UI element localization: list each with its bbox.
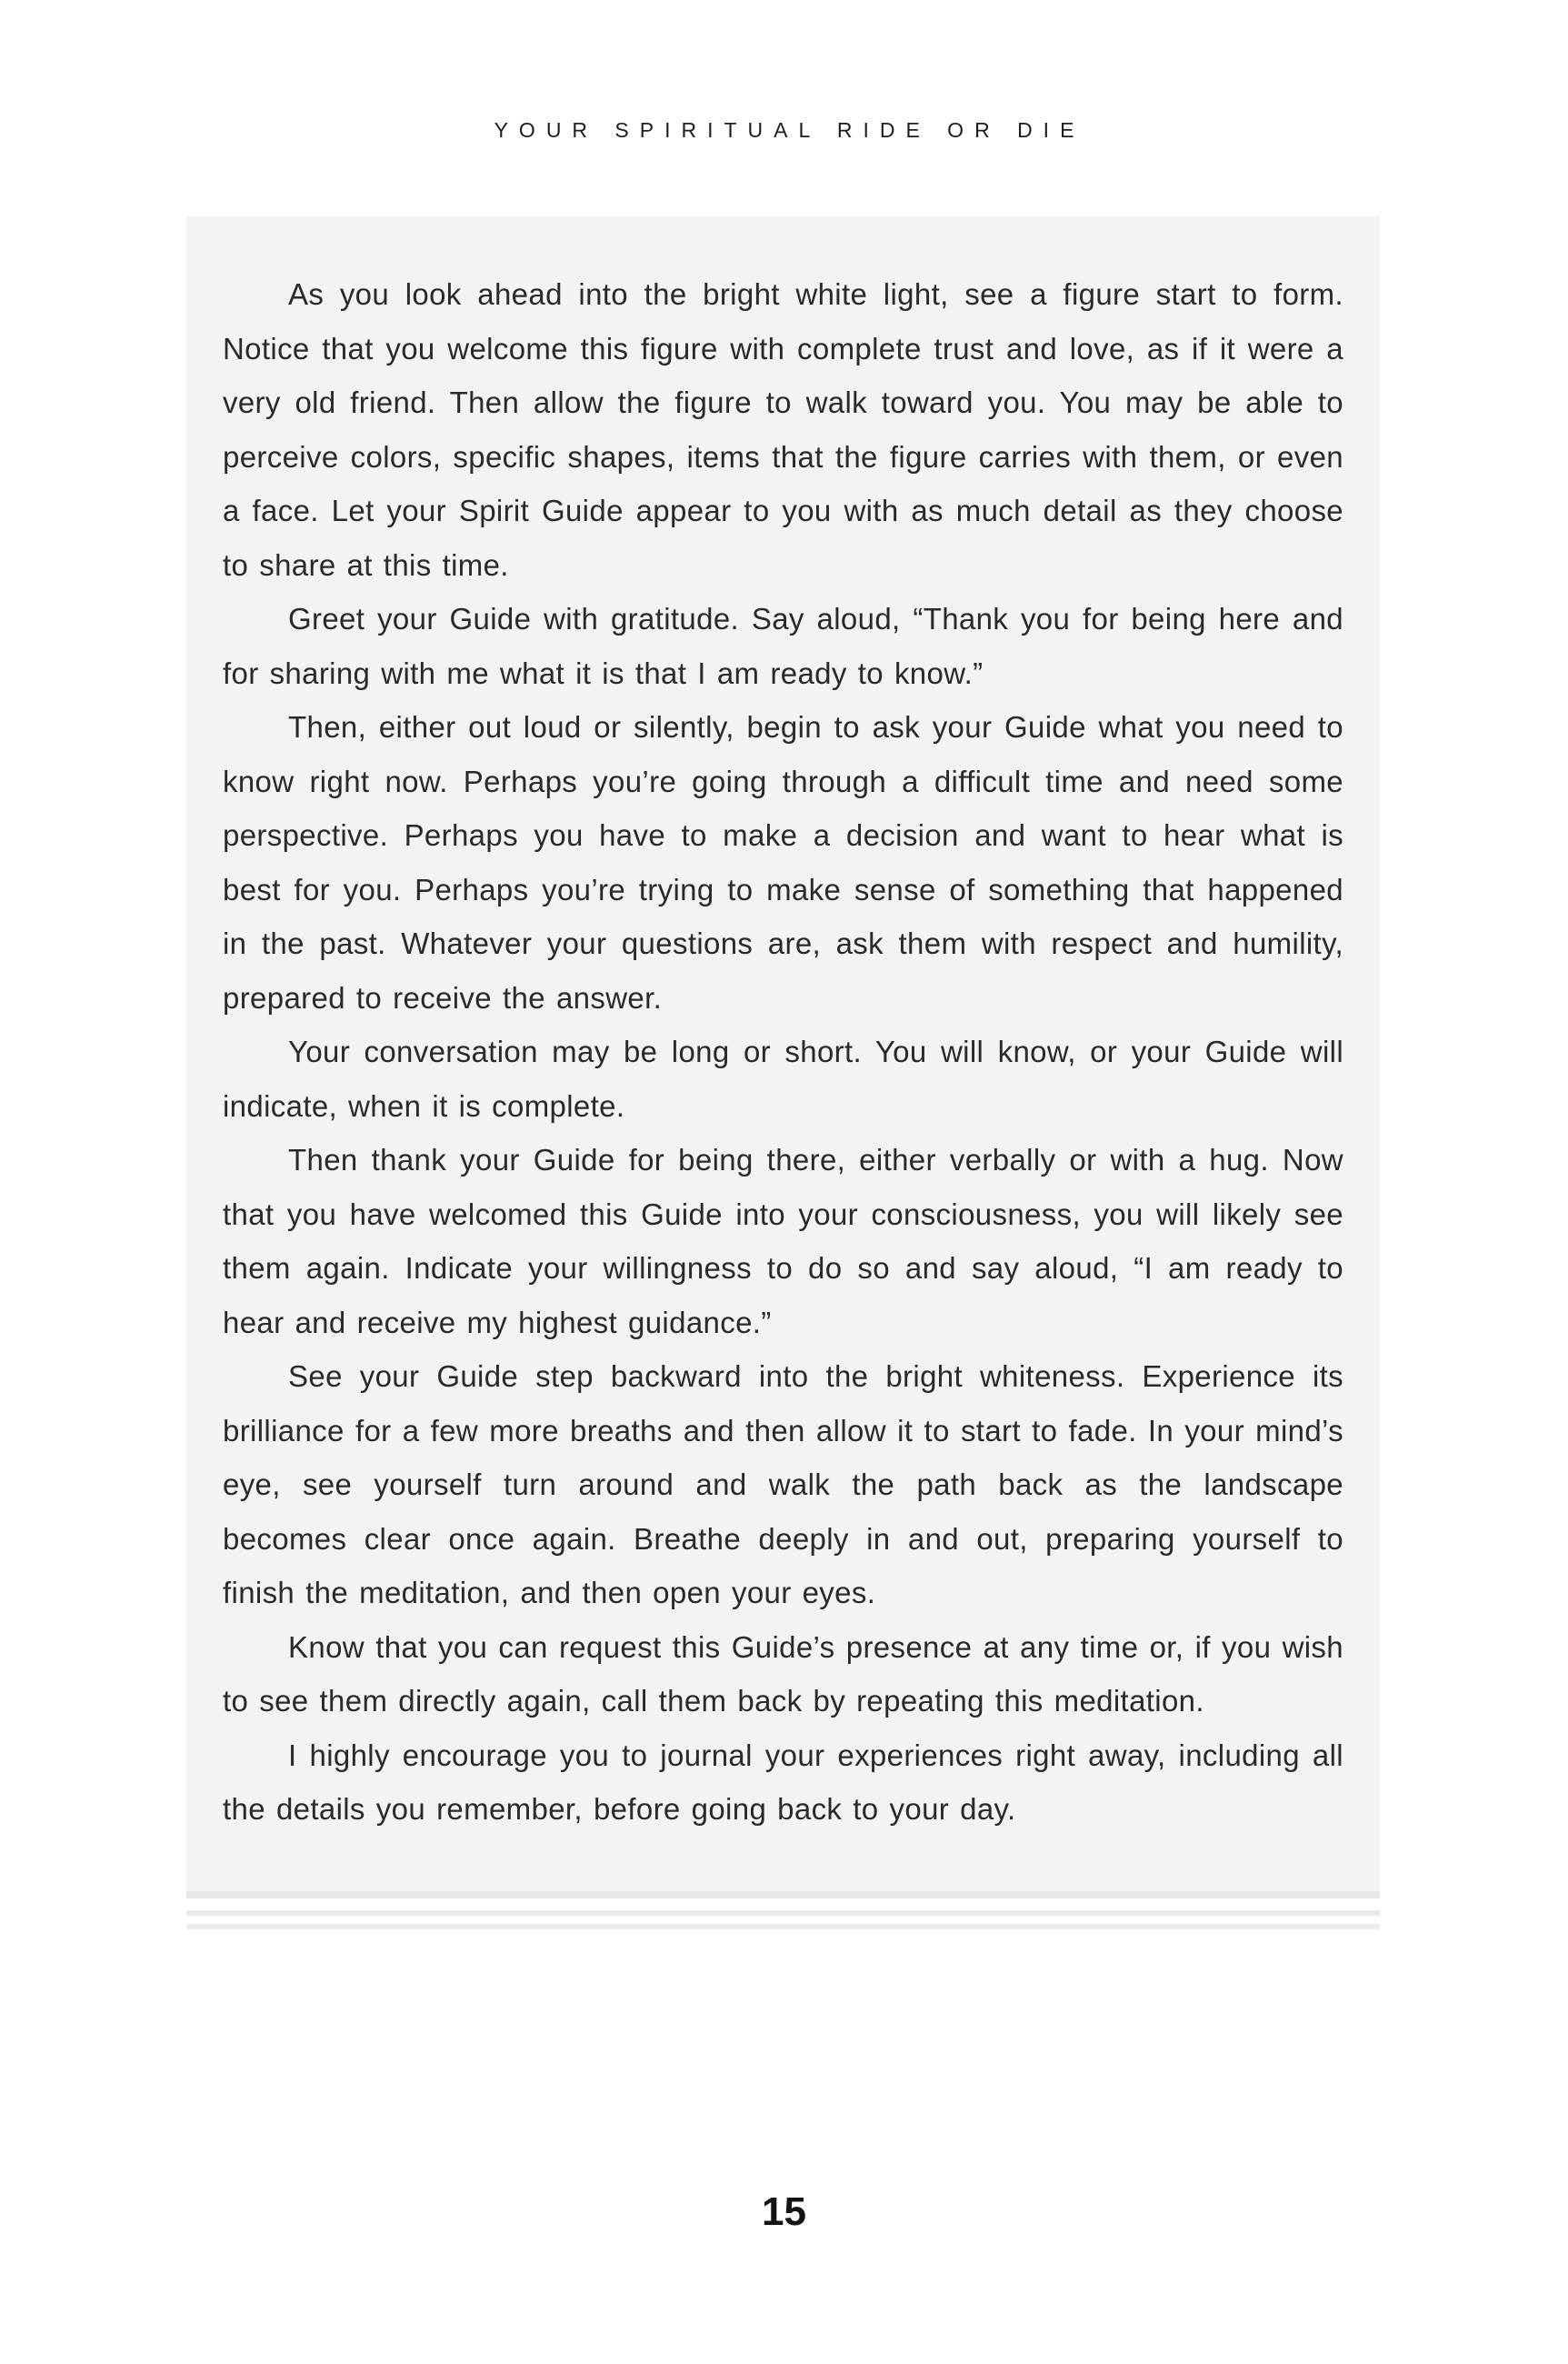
body-paragraph: Know that you can request this Guide’s presence at any time or, if you wish to see them directly again, call them back by repeating this meditation. xyxy=(223,1629,1343,1718)
body-paragraph: Then, either out loud or silently, begin to ask your Guide what you need to know right now. Perhaps you’re going through a difficult time and need some perspective. Perhaps you have to make a decision and want to hear what is best for you. Perhaps you’re trying to make sense of something that happened in the past. Whatever your questions are, ask them with respect and humility, prepared to receive the answer. xyxy=(223,710,1343,1015)
body-paragraph: Greet your Guide with gratitude. Say aloud, “Thank you for being here and for sharing with me what it is that I am ready to know.” xyxy=(223,602,1343,690)
body-paragraph: As you look ahead into the bright white light, see a figure start to form. Notice that you welcome this figure with complete trust and love, as if it were a very old friend. Then allow the figure to walk toward you. You may be able to perceive colors, specific shapes, items that the figure carries with them, or even a face. Let your Spirit Guide appear to you with as much detail as they choose to share at this time. xyxy=(223,277,1343,582)
page-edge-stripe xyxy=(186,1924,1380,1930)
body-paragraph: See your Guide step backward into the bright whiteness. Experience its brilliance for a few more breaths and then allow it to start to fade. In your mind’s eye, see yourself turn around and walk the path back as the landscape becomes clear once again. Breathe deeply in and out, preparing yourself to finish the meditation, and then open your eyes. xyxy=(223,1359,1343,1609)
body-paragraph: Then thank your Guide for being there, either verbally or with a hug. Now that you have welcomed this Guide into your consciousness, you will likely see them again. Indicate your willingness to do so and say aloud, “I am ready to hear and receive my highest guidance.” xyxy=(223,1143,1343,1339)
page-edge-stripe xyxy=(186,1910,1380,1917)
body-paragraph: Your conversation may be long or short. You will know, or your Guide will indicate, when it is complete. xyxy=(223,1035,1343,1123)
page-number: 15 xyxy=(762,2189,806,2234)
body-paragraph: I highly encourage you to journal your experiences right away, including all the details you remember, before going back to your day. xyxy=(223,1738,1343,1826)
meditation-text-panel xyxy=(186,216,1380,1898)
running-header: YOUR SPIRITUAL RIDE OR DIE xyxy=(494,118,1085,142)
